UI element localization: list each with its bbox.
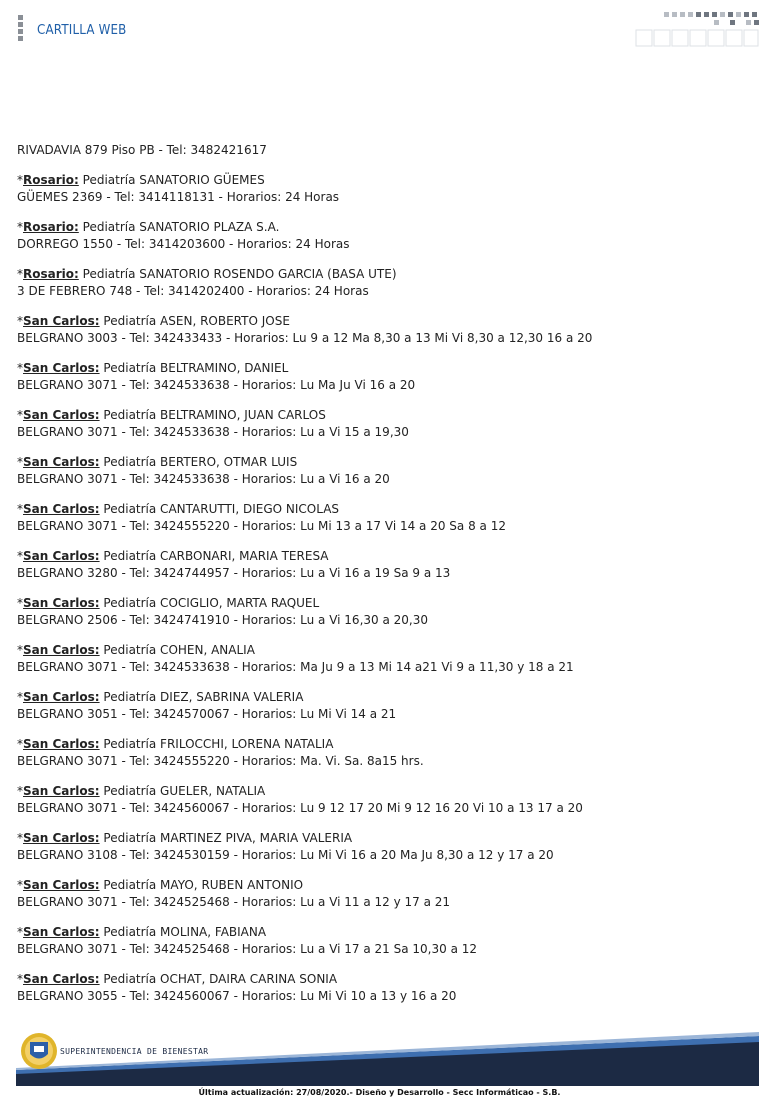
entry-details: BELGRANO 3055 - Tel: 3424560067 - Horarios: Lu Mi Vi 10 a 13 y 16 a 20 <box>17 989 457 1003</box>
entry-name: Pediatría MAYO, RUBEN ANTONIO <box>103 878 304 892</box>
entry-prefix: * <box>17 314 23 328</box>
entry-details: BELGRANO 3071 - Tel: 3424555220 - Horarios: Lu Mi 13 a 17 Vi 14 a 20 Sa 8 a 12 <box>17 519 506 533</box>
page-header <box>0 0 759 60</box>
entry-prefix: * <box>17 220 23 234</box>
header-grid-decoration-icon <box>634 10 759 50</box>
entry-title-line <box>17 266 747 283</box>
entry-city: San Carlos: <box>23 643 100 657</box>
entry-name: Pediatría CANTARUTTI, DIEGO NICOLAS <box>103 502 340 516</box>
entry-name: Pediatría BELTRAMINO, DANIEL <box>103 361 289 375</box>
entry-details: GÜEMES 2369 - Tel: 3414118131 - Horarios: 24 Horas <box>17 190 340 204</box>
entry-title-line <box>17 595 747 612</box>
list-item <box>17 830 747 864</box>
header-bars-icon <box>18 15 24 43</box>
list-item <box>17 501 747 535</box>
entry-name: Pediatría SANATORIO PLAZA S.A. <box>82 220 280 234</box>
entry-name: Pediatría MOLINA, FABIANA <box>103 925 267 939</box>
entry-name: Pediatría SANATORIO ROSENDO GARCIA (BASA UTE) <box>82 267 397 281</box>
list-item <box>17 172 747 206</box>
entry-city: San Carlos: <box>23 502 100 516</box>
entry-city: San Carlos: <box>23 455 100 469</box>
entry-city: San Carlos: <box>23 972 100 986</box>
entry-details: 3 DE FEBRERO 748 - Tel: 3414202400 - Horarios: 24 Horas <box>17 284 369 298</box>
entry-prefix: * <box>17 831 23 845</box>
entry-name: Pediatría BERTERO, OTMAR LUIS <box>103 455 298 469</box>
entry-city: San Carlos: <box>23 596 100 610</box>
list-item <box>17 783 747 817</box>
entry-name: Pediatría COCIGLIO, MARTA RAQUEL <box>103 596 320 610</box>
entry-prefix: * <box>17 408 23 422</box>
entry-title-line <box>17 313 747 330</box>
footer-band <box>16 1028 759 1086</box>
entry-prefix: * <box>17 972 23 986</box>
list-item <box>17 642 747 676</box>
list-item <box>17 360 747 394</box>
entry-city: San Carlos: <box>23 878 100 892</box>
entry-prefix: * <box>17 784 23 798</box>
list-item <box>17 877 747 911</box>
list-item <box>17 595 747 629</box>
entry-prefix: * <box>17 737 23 751</box>
entry-details: BELGRANO 3071 - Tel: 3424525468 - Horarios: Lu a Vi 17 a 21 Sa 10,30 a 12 <box>17 942 478 956</box>
entry-city: Rosario: <box>23 220 79 234</box>
entry-name: Pediatría GUELER, NATALIA <box>103 784 266 798</box>
list-item <box>17 736 747 770</box>
entry-title-line <box>17 219 747 236</box>
entry-details: BELGRANO 3071 - Tel: 3424533638 - Horarios: Lu a Vi 15 a 19,30 <box>17 425 409 439</box>
entry-name: Pediatría CARBONARI, MARIA TERESA <box>103 549 329 563</box>
entry-details: BELGRANO 3071 - Tel: 3424533638 - Horarios: Ma Ju 9 a 13 Mi 14 a21 Vi 9 a 11,30 y 18 a 21 <box>17 660 574 674</box>
organization-name: SUPERINTENDENCIA DE BIENESTAR <box>60 1047 209 1056</box>
entry-city: San Carlos: <box>23 784 100 798</box>
entry-title-line <box>17 783 747 800</box>
list-item <box>17 924 747 958</box>
entry-title-line <box>17 689 747 706</box>
entry-name: Pediatría OCHAT, DAIRA CARINA SONIA <box>103 972 338 986</box>
entry-prefix: * <box>17 455 23 469</box>
entry-name: Pediatría FRILOCCHI, LORENA NATALIA <box>103 737 334 751</box>
entry-city: San Carlos: <box>23 361 100 375</box>
entry-city: San Carlos: <box>23 408 100 422</box>
entry-name: Pediatría MARTINEZ PIVA, MARIA VALERIA <box>103 831 353 845</box>
entry-title-line <box>17 501 747 518</box>
entry-details: BELGRANO 3108 - Tel: 3424530159 - Horarios: Lu Mi Vi 16 a 20 Ma Ju 8,30 a 12 y 17 a 20 <box>17 848 554 862</box>
list-item <box>17 266 747 300</box>
entry-title-line <box>17 548 747 565</box>
entry-details: BELGRANO 3071 - Tel: 3424533638 - Horarios: Lu a Vi 16 a 20 <box>17 472 390 486</box>
entry-title-line <box>17 877 747 894</box>
entry-title-line <box>17 407 747 424</box>
update-note: Última actualización: 27/08/2020.- Diseño y Desarrollo - Secc Informáticao - S.B. <box>198 1088 561 1097</box>
entry-title-line <box>17 971 747 988</box>
entry-city: Rosario: <box>23 173 79 187</box>
entry-title-line <box>17 736 747 753</box>
entry-prefix: * <box>17 690 23 704</box>
entry-title-line <box>17 454 747 471</box>
entry-details: BELGRANO 2506 - Tel: 3424741910 - Horarios: Lu a Vi 16,30 a 20,30 <box>17 613 428 627</box>
entry-prefix: * <box>17 361 23 375</box>
entry-details: DORREGO 1550 - Tel: 3414203600 - Horarios: 24 Horas <box>17 237 350 251</box>
list-item <box>17 407 747 441</box>
page-title: CARTILLA WEB <box>37 22 127 38</box>
entry-details: BELGRANO 3071 - Tel: 3424525468 - Horarios: Lu a Vi 11 a 12 y 17 a 21 <box>17 895 451 909</box>
entry-name: Pediatría DIEZ, SABRINA VALERIA <box>103 690 304 704</box>
entry-prefix: * <box>17 925 23 939</box>
list-item <box>17 689 747 723</box>
entry-city: San Carlos: <box>23 737 100 751</box>
entry-name: Pediatría ASEN, ROBERTO JOSE <box>103 314 290 328</box>
entry-title-line <box>17 642 747 659</box>
address-line: RIVADAVIA 879 Piso PB - Tel: 3482421617 <box>17 143 267 157</box>
entry-details: BELGRANO 3071 - Tel: 3424533638 - Horarios: Lu Ma Ju Vi 16 a 20 <box>17 378 416 392</box>
entry-prefix: * <box>17 267 23 281</box>
list-item <box>17 219 747 253</box>
entry-details: BELGRANO 3280 - Tel: 3424744957 - Horarios: Lu a Vi 16 a 19 Sa 9 a 13 <box>17 566 451 580</box>
entry-details: BELGRANO 3051 - Tel: 3424570067 - Horarios: Lu Mi Vi 14 a 21 <box>17 707 397 721</box>
entry-prefix: * <box>17 173 23 187</box>
entry-city: San Carlos: <box>23 690 100 704</box>
entry-details: BELGRANO 3071 - Tel: 3424555220 - Horarios: Ma. Vi. Sa. 8a15 hrs. <box>17 754 424 768</box>
entry-city: San Carlos: <box>23 925 100 939</box>
entry-city: San Carlos: <box>23 314 100 328</box>
entry-details: BELGRANO 3003 - Tel: 342433433 - Horarios: Lu 9 a 12 Ma 8,30 a 13 Mi Vi 8,30 a 12,30 16 a 20 <box>17 331 593 345</box>
entry-name: Pediatría COHEN, ANALIA <box>103 643 255 657</box>
entry-name: Pediatría SANATORIO GÜEMES <box>82 173 265 187</box>
list-item <box>17 548 747 582</box>
entry-city: San Carlos: <box>23 549 100 563</box>
list-item <box>17 454 747 488</box>
entry-title-line <box>17 924 747 941</box>
entry-details: BELGRANO 3071 - Tel: 3424560067 - Horarios: Lu 9 12 17 20 Mi 9 12 16 20 Vi 10 a 13 17 a 20 <box>17 801 583 815</box>
entry-title-line <box>17 172 747 189</box>
list-item <box>17 971 747 1005</box>
entry-prefix: * <box>17 596 23 610</box>
provider-list <box>17 172 747 1005</box>
entry-prefix: * <box>17 878 23 892</box>
list-item <box>17 313 747 347</box>
entry-city: San Carlos: <box>23 831 100 845</box>
entry-prefix: * <box>17 502 23 516</box>
document-body <box>17 142 747 1018</box>
entry-title-line <box>17 830 747 847</box>
entry-city: Rosario: <box>23 267 79 281</box>
shield-logo-icon <box>20 1032 58 1070</box>
entry-prefix: * <box>17 643 23 657</box>
entry-name: Pediatría BELTRAMINO, JUAN CARLOS <box>103 408 326 422</box>
entry-title-line <box>17 360 747 377</box>
entry-prefix: * <box>17 549 23 563</box>
